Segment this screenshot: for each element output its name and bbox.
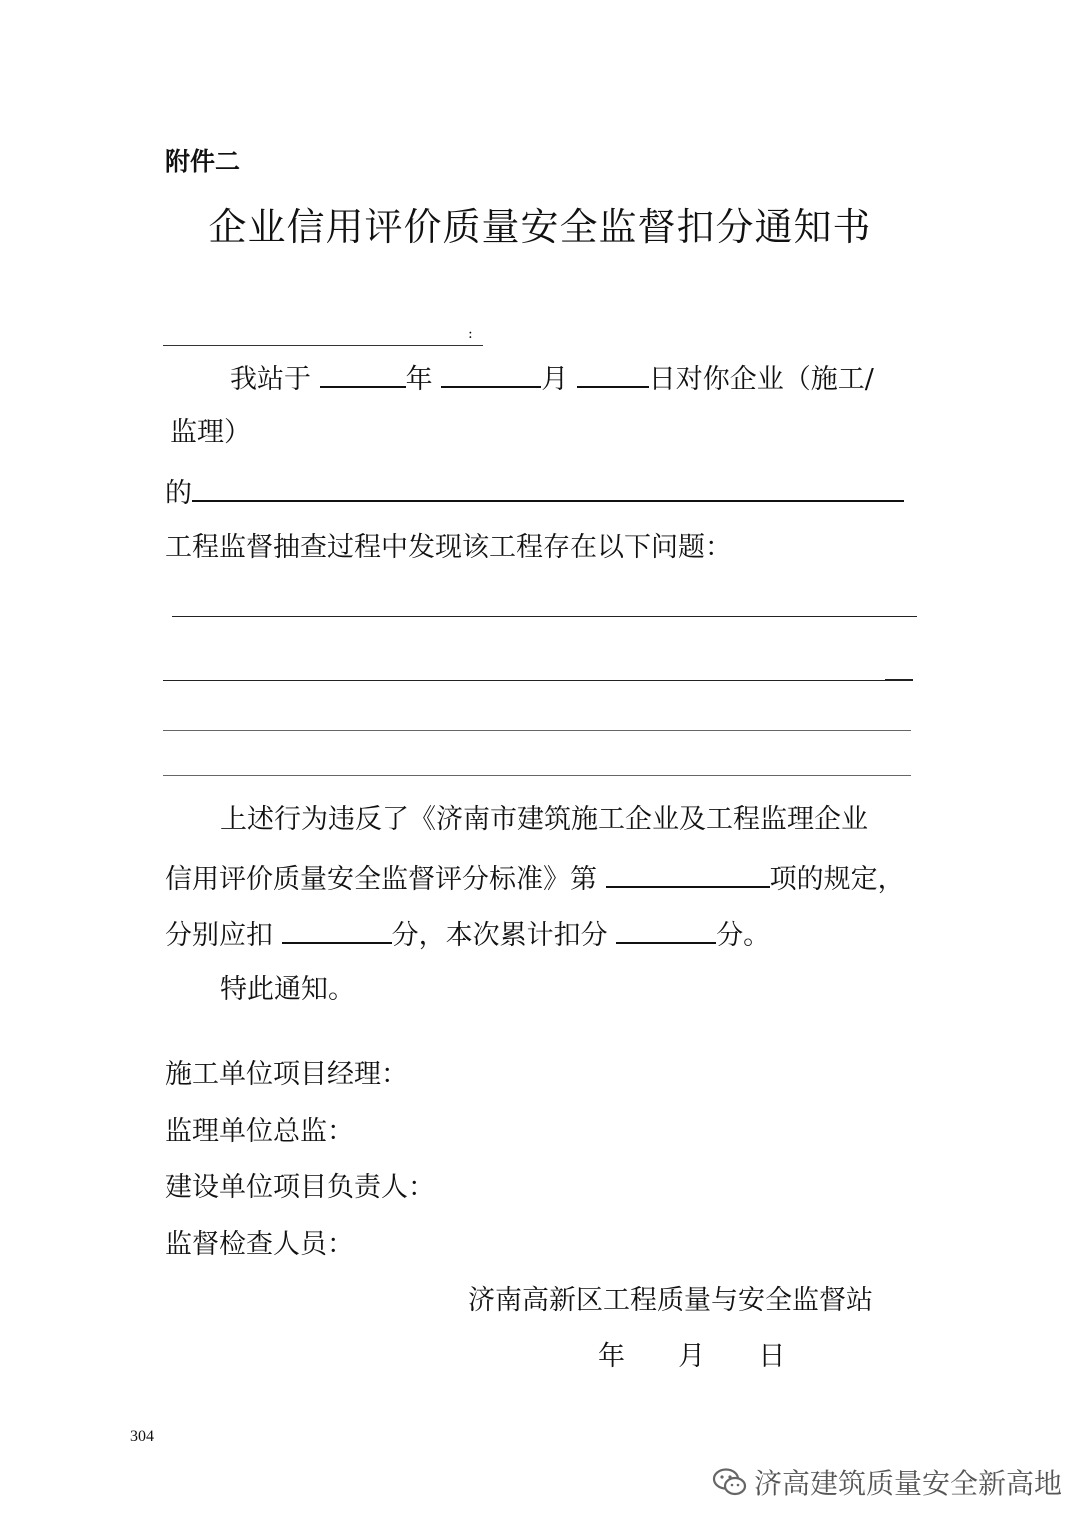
item-number-blank[interactable] <box>606 860 770 888</box>
year-label: 年 <box>405 364 433 395</box>
date-prefix: 我站于 <box>230 364 311 395</box>
signature-inspector: 监督检查人员： <box>165 1229 354 1260</box>
day-suffix: 日对你企业（施工/ <box>648 364 874 395</box>
month-blank[interactable] <box>441 360 541 388</box>
year-blank[interactable] <box>320 360 406 388</box>
issue-date: 年 月 日 <box>598 1341 786 1372</box>
standard-prefix: 信用评价质量安全监督评分标准》第 <box>165 864 597 895</box>
watermark-text: 济高建筑质量安全新高地 <box>754 1467 1063 1500</box>
date-line <box>230 360 874 397</box>
recipient-blank[interactable] <box>163 345 483 346</box>
standard-suffix: 项的规定， <box>769 864 905 895</box>
watermark <box>712 1462 1062 1504</box>
deduct-suffix: 分。 <box>716 920 771 951</box>
violation-line-2 <box>165 860 905 897</box>
deduct-points-blank[interactable] <box>282 916 392 944</box>
cumulative-points-blank[interactable] <box>616 916 716 944</box>
problem-line-1[interactable] <box>172 616 917 617</box>
signature-owner-representative: 建设单位项目负责人： <box>165 1172 435 1203</box>
deduct-prefix: 分别应扣 <box>165 920 273 951</box>
month-label: 月 <box>541 364 569 395</box>
violation-line-1: 上述行为违反了《济南市建筑施工企业及工程监理企业 <box>220 804 868 835</box>
recipient-colon: : <box>468 326 473 342</box>
deduct-mid: 分，本次累计扣分 <box>391 920 608 951</box>
of-label: 的 <box>165 478 192 509</box>
document-title: 企业信用评价质量安全监督扣分通知书 <box>208 205 872 249</box>
signature-construction-manager: 施工单位项目经理： <box>165 1059 408 1090</box>
problem-line-3[interactable] <box>163 730 911 731</box>
notice-text: 特此通知。 <box>220 974 355 1005</box>
problems-intro: 工程监督抽查过程中发现该工程存在以下问题： <box>165 532 732 563</box>
wechat-icon <box>712 1467 748 1504</box>
problem-line-2-tail <box>885 679 913 681</box>
page-number: 304 <box>130 1428 154 1445</box>
annex-label: 附件二 <box>165 147 241 176</box>
day-blank[interactable] <box>577 360 649 388</box>
deduction-line <box>165 916 770 953</box>
signature-chief-supervisor: 监理单位总监： <box>165 1116 354 1147</box>
issuer-name: 济南高新区工程质量与安全监督站 <box>468 1285 873 1316</box>
enterprise-type-text: 监理） <box>170 417 251 448</box>
problem-line-2[interactable] <box>163 680 885 681</box>
project-name-blank[interactable] <box>192 474 904 502</box>
problem-line-4[interactable] <box>163 775 911 776</box>
project-line <box>165 474 904 511</box>
